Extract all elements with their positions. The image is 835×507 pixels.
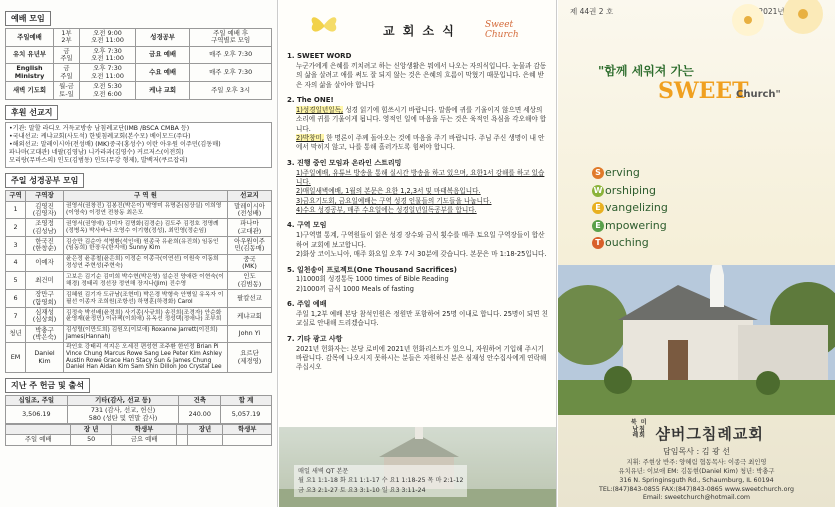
bible-header: 선교지 [228,191,272,201]
district-mission: 중국 (MK) [228,254,272,272]
core-values [592,164,668,252]
worship-time: 오후 7:30 오전 11:00 [80,64,136,82]
worship-days: 금 주일 [54,64,80,82]
district-members: 고보은 김기순 김미희 박수현(박은영) 설순진 양애란 이현숙(이해경) 정태리 정선장 정연해 장지나(Jim) 진수영 [64,272,228,290]
stats-value: 240.00 [179,406,221,424]
district-leader: 장만구 (함영희) [26,290,64,308]
news-heading: 1. SWEET WORD [287,52,352,60]
district-mission: 인도 (김범동) [228,272,272,290]
district-mission: 팔칼선교 [228,290,272,308]
worship-name: English Ministry [6,64,54,82]
stats-value: 3,506.19 [6,406,68,424]
core-value [592,199,668,217]
district-leader: 김영진 (김영자) [26,201,64,219]
pastor: 담임목사 : 김 광 선 [663,447,730,457]
attendance-value [177,435,187,445]
district-members: 권영서(권창진) 김봉진(박은이) 박영미 유명준(심상실) 이희영(이영숙) 이정연 전창동 최은모 [64,201,228,219]
sweet-logo: SWEET [658,78,749,104]
core-value [592,182,668,200]
worship-days: 월-금 토-일 [54,82,80,100]
value-word: ouching [605,236,649,250]
worship-time: 오전 9:00 오전 11:00 [80,29,136,47]
district-members: 김성렬(이만도희) 김원오(이보애) Roxanne Jarrett(이진희) James(Hannah) [64,325,228,343]
contact-line: 지휘: 주현상 반주: 양혜림 협동목사: 이종극 최인영 [626,459,767,467]
qt-line: 월 요1 1:1-18 화 요1 1:1-17 수 요1 1:18-25 목 마 2:1-12 [298,477,464,485]
news-text: 2021년 헌화자는: 본당 로비에 2021년 헌화리스트가 있으니, 자원하여 기입해 주시기 바랍니다. 감목에 나오시지 못하시는 분들은 자원하신 분은 심재성 안수집사에게 연락해 주십시오 [296,344,547,372]
attendance-value [187,435,223,445]
bible-row [6,272,272,290]
missionary-line: 모리랑(무바스의) 인도(김범동) 인도(무강 형제), 발백저(쿠르잡리) [9,157,188,165]
district-mission: 케냐교회 [228,307,272,325]
qt-schedule [294,465,467,497]
news-line: 1)주일예배, 유튜브 방송을 통해 실시간 방송을 하고 있으며, 요한1서 강해를 하고 있습니다. [296,168,545,187]
missionary-line: •기관: 말할 라디오 거득교방송 남침례교단(IMB /BSCA CMBA 등) [9,124,190,132]
attendance-value: 50 [71,435,111,445]
district-leader: 최건미 [26,272,64,290]
attendance-value [223,435,272,445]
district-no: 4 [6,254,26,272]
attendance-value: 주일 예배 [6,435,71,445]
district-no: 청년 [6,325,26,343]
church-building-image [558,265,835,415]
stats-title: 지난 주 헌금 및 출석 [5,378,90,393]
meeting-time: 주일 예배 후 구역별로 모임 [190,29,272,47]
missionary-line: •해외선교: 말레이시아(전성배) (MK)중국(홍성수) 이란 아우원 이주민(김동매) [9,141,221,148]
missionary-line: •국내선교: 케냐교회(사도석) 한빛침례교회(본수모) 베이모드(주다) [9,132,191,140]
value-word: mpowering [605,218,667,232]
meeting-name: 케냐 교회 [136,82,190,100]
district-mission: John Yi [228,325,272,343]
stats-table [5,395,272,424]
news-text: 1)구역별 통계, 구역원들이 읽은 성경 장수와 금식 횟수를 매주 토요일 구역장들이 합산하여 교회에 보고합니다. 2)화상 코이노니아, 매주 화요일 오후 7시 30분에 갖습니다. 본문은 마 1:18-25입니다. [296,231,547,259]
denomination: 북 미 남침례회 [630,419,648,440]
worship-time: 오전 5:30 오전 6:00 [80,82,136,100]
worship-row [6,82,272,100]
news-text: 주일 1,2부 예배 본당 참석인원은 정원만 포함하여 25명 이내로 합니다. 25명이 되면 친교실로 안내해 드리겠습니다. [296,310,548,328]
meeting-time: 주일 오후 3시 [190,82,272,100]
cover-panel [558,0,835,507]
news-line: 4)수요 성경공부, 매주 수요일에는 성경일년일독공부를 합니다. [296,206,477,215]
district-no: 3 [6,236,26,254]
qt-line: 매일 새벽 QT 본문 [298,468,349,476]
worship-row [6,64,272,82]
bible-row [6,236,272,254]
stats-header: 기타(감사, 선교 등) [67,395,179,405]
issue-number: 제 44권 2 호 [570,7,614,16]
value-letter: W [593,185,603,195]
meeting-time: 매주 오후 7:30 [190,64,272,82]
contact-line: Email: sweetchurch@hotmail.com [642,494,751,502]
bible-study-table [5,190,272,373]
worship-table [5,28,272,100]
news-text: 누군가에게 은혜를 끼치려고 하는 신앙생활은 뭐에서 나오는 자의식입니다. 눈물과 감동의 삶을 살려고 애를 써도 잘 되지 않는 것은 은혜의 흐름이 막혔기 때문입니다. 은혜 받은 자의 삶을 살아야 합니다 [296,61,547,89]
qt-line: 금 요3 2:1-27 토 요3 3:1-10 일 요3 3:11-24 [298,486,426,494]
bible-header: 구역장 [26,191,64,201]
attendance-header [177,425,187,435]
news-highlight: 1)성경일년일독, [296,105,344,114]
contact-line: 유치유년: 이보애 EM: 김동현(Daniel Kim) 청년: 박충구 [618,468,775,475]
bible-row [6,343,272,373]
bible-header: 구역 [6,191,26,201]
worship-days: 1부 2부 [54,29,80,47]
district-members: 김정숙 박선배(윤정희) 사기종(사규희) 송진희(조경자) 안순화 윤영재(윤정민) 이규팩(이희애) 유옥선 정성택(정애나) 조부희 [64,307,228,325]
worship-row [6,46,272,64]
news-heading: 3. 진행 중인 모임과 온라인 스트리밍 [287,158,402,167]
missionary-title: 후원 선교지 [5,105,58,120]
district-no: 1 [6,201,26,219]
district-mission: 파나마 (고대관) [228,219,272,237]
district-no: 2 [6,219,26,237]
district-members: 김혜원 김기자 도규남(조현미) 박은경 박형숙 안병일 유옥자 이필선 이종자 조희원(조항선) 하명훈(하경화) Carol [64,290,228,308]
stats-header: 십일조, 주일 [6,395,68,405]
worship-row [6,29,272,47]
butterfly-icon [309,12,339,38]
contact-line: TEL:(847)843-0855 FAX:(847)843-0865 www.sweetchurch.org [599,485,794,493]
district-members: 윤은정 윤종철(윤은희) 이정순 이종극(이연선) 이원숙 이동희 정성연 주현성(주현숙) [64,254,228,272]
bible-row [6,201,272,219]
church-name: 샴버그침례교회 [655,425,764,444]
news-sweet-church: Sweet Church [485,20,519,40]
core-value [592,234,668,252]
district-no: 5 [6,272,26,290]
meeting-name: 수요 예배 [136,64,190,82]
bible-header: 구 역 원 [64,191,228,201]
core-value [592,217,668,235]
news-heading: 7. 기타 광고 사항 [287,334,343,343]
meeting-name: 성경공부 [136,29,190,47]
value-word: vangelizing [605,201,668,215]
district-leader: 한국진 (한창순) [26,236,64,254]
district-mission: 말레이시아 (전성배) [228,201,272,219]
news-heading: 2. The ONE! [287,96,334,105]
news-heading: 6. 주일 예배 [287,300,327,309]
bible-row [6,254,272,272]
attendance-table [5,424,272,446]
news-highlight: 2)박창미, [296,134,324,143]
district-leader: Daniel Kim [26,343,64,373]
value-letter: E [592,202,604,214]
attendance-header: 학생부 [111,425,176,435]
value-word: erving [605,166,640,179]
value-word: orshiping [605,183,657,197]
news-text: 1)1000회 성경통독 1000 times of Bible Reading 2)1000끼 금식 1000 Meals of fasting [296,275,449,293]
news-text: 1)성경일년일독, 성경 읽기에 힘쓰시기 바랍니다. 말씀에 귀를 기울이지 않으면 세상의 소리에 귀를 기울이게 됩니다. 영적인 일에 마음을 두는 것은 육적인 욕심을 각오해야 합니다. 2)박창미, 한 명론이 주께 돌아오는 것에 마음을 주기 바랍니다. 주님 주신 생명이 내 안에서 막히지 않고, 나를 통해 흘러가도록 힘써야 합니다. [296,105,547,152]
worship-days: 금 주일 [54,46,80,64]
stats-header: 합 계 [221,395,272,405]
left-panel [0,0,278,507]
core-value [592,164,668,182]
news-body [287,52,548,373]
bible-row [6,307,272,325]
worship-name: 새벽 기도회 [6,82,54,100]
district-leader: 심재성 (심상희) [26,307,64,325]
worship-title: 예배 모임 [5,11,51,26]
district-leader: 이예자 [26,254,64,272]
bible-row [6,219,272,237]
news-title: 교 회 소 식 [383,24,456,38]
district-leader: 박충구 (박은숙) [26,325,64,343]
contact-info [558,459,835,503]
bible-row [6,325,272,343]
bible-study-title: 주일 성경공부 모임 [5,173,84,188]
stats-value: 5,057.19 [221,406,272,424]
news-panel [279,0,557,507]
news-line: 3)금요기도회, 금요일예배는 구역 성경 인물들의 기도들을 나눕니다. [296,196,492,205]
bible-row [6,290,272,308]
value-letter: E [592,220,604,232]
district-members: 권영서(권영애) 김미자 김명화(김경순) 김도주 김정호 정명례(정병옥) 박사바나 오영수 이기형(정성), 최민영(정순임) [64,219,228,237]
church-info [558,420,835,503]
worship-name: 주일예배 [6,29,54,47]
worship-name: 유치 유년부 [6,46,54,64]
attendance-header: 장년 [187,425,223,435]
district-no: 7 [6,307,26,325]
news-line: 2)매일새벽예배, 1월의 본문은 요한 1,2,3서 및 마태복음입니다. [296,187,481,196]
attendance-header: 장 년 [71,425,111,435]
district-leader: 조영정 (김성남) [26,219,64,237]
missionary-list [5,122,272,168]
value-letter: T [592,237,604,249]
contact-line: 316 N. Springinsguth Rd., Schaumburg, IL 60194 [619,476,774,484]
district-mission: 요르단 (제경영) [228,343,272,373]
value-letter: S [592,167,604,179]
church-word: Church" [736,89,781,100]
stats-value: 731 (감사, 선교, 헌신) 580 (성탄 및 연말 감사) [67,406,179,424]
district-no: EM [6,343,26,373]
meeting-name: 금요 예배 [136,46,190,64]
district-members: 곽인호 강태리 석지은 오세진 편성현 조주환 한인정 Brian Pi Vince Chung Marcus Rowe Sang Lee Peter Kim Ashley Austin Rowe Grace Han Stacy Sun & James Chung Daniel Han Aidan Kim Sam Shin Dillon Joo Crystal Lee [64,343,228,373]
news-heading: 5. 일천송이 프로젝트(One Thousand Sacrifices) [287,265,457,274]
attendance-value: 금요 예배 [111,435,176,445]
news-heading: 4. 구역 모임 [287,221,327,230]
slogan: "함께 세워져 가는 [598,64,694,78]
news-text [287,169,548,216]
attendance-header: 학생부 [223,425,272,435]
meeting-time: 매주 오후 7:30 [190,46,272,64]
missionary-line: 파나마(고대관) 네팔(김영남) 니카라과(김영수) 커르저스(이전희) [9,149,184,157]
district-no: 6 [6,290,26,308]
stats-header: 건축 [179,395,221,405]
district-mission: 아우원이주 민(김동매) [228,236,272,254]
flowers-icon [708,0,835,60]
district-members: 김승만 김순아 석병환(석인애) 원종국 유윤희(유진희) 임동인(임동희) 한장우(한지애) Sunny Kim [64,236,228,254]
issue-date: 2021년 [758,7,785,16]
attendance-header [6,425,71,435]
worship-time: 오후 7:30 오전 11:00 [80,46,136,64]
